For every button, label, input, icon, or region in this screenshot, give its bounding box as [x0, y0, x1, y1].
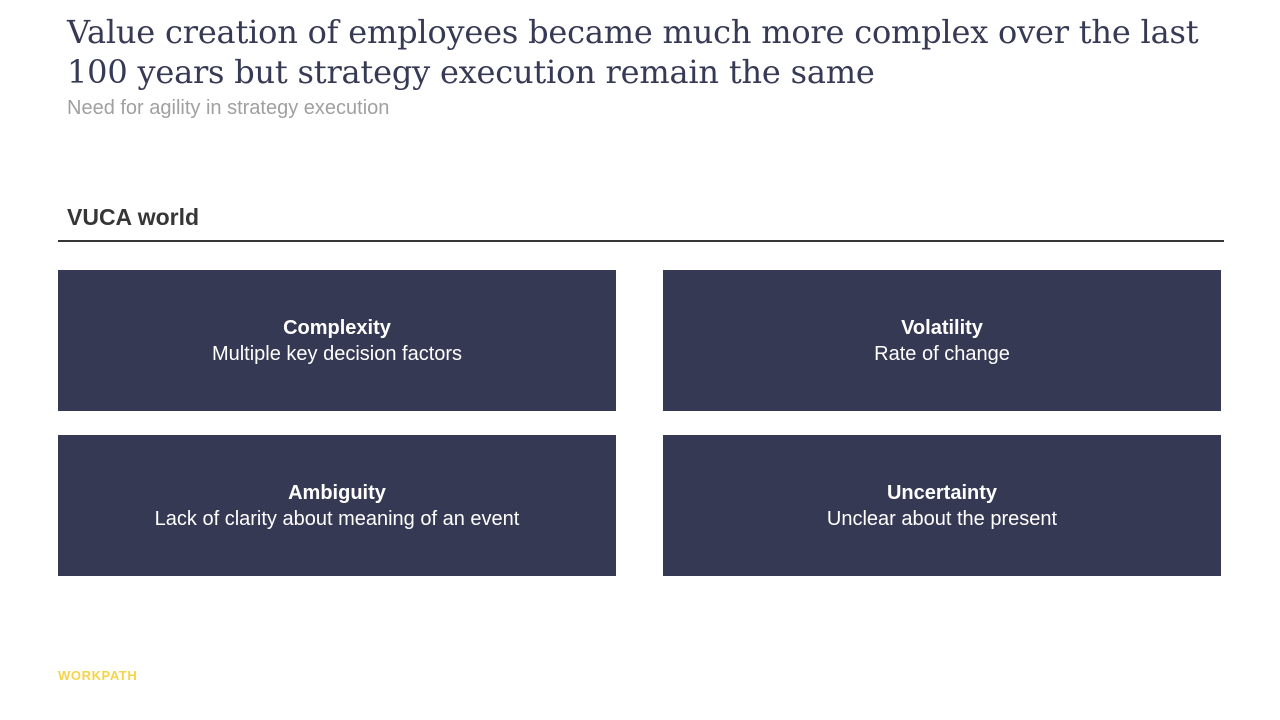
vuca-tile-ambiguity — [58, 435, 616, 576]
slide-subtitle: Need for agility in strategy execution — [67, 97, 390, 119]
tile-description: Lack of clarity about meaning of an event — [154, 507, 520, 530]
section-heading: VUCA world — [67, 204, 200, 230]
workpath-logo: WORKPATH — [58, 668, 138, 683]
section-divider — [58, 240, 1224, 242]
tile-description: Rate of change — [874, 342, 1010, 365]
tile-term: Ambiguity — [288, 481, 386, 504]
tile-term: Volatility — [901, 316, 983, 339]
tile-term: Uncertainty — [886, 481, 998, 504]
tile-term: Complexity — [283, 316, 391, 339]
tile-description: Unclear about the present — [826, 507, 1058, 530]
vuca-tile-volatility — [663, 270, 1221, 411]
slide-title: Value creation of employees became much more complex over the last 100 years but strategy execution remain the same — [67, 13, 1199, 91]
tile-description: Multiple key decision factors — [211, 342, 463, 365]
vuca-tile-uncertainty — [663, 435, 1221, 576]
vuca-tile-complexity — [58, 270, 616, 411]
